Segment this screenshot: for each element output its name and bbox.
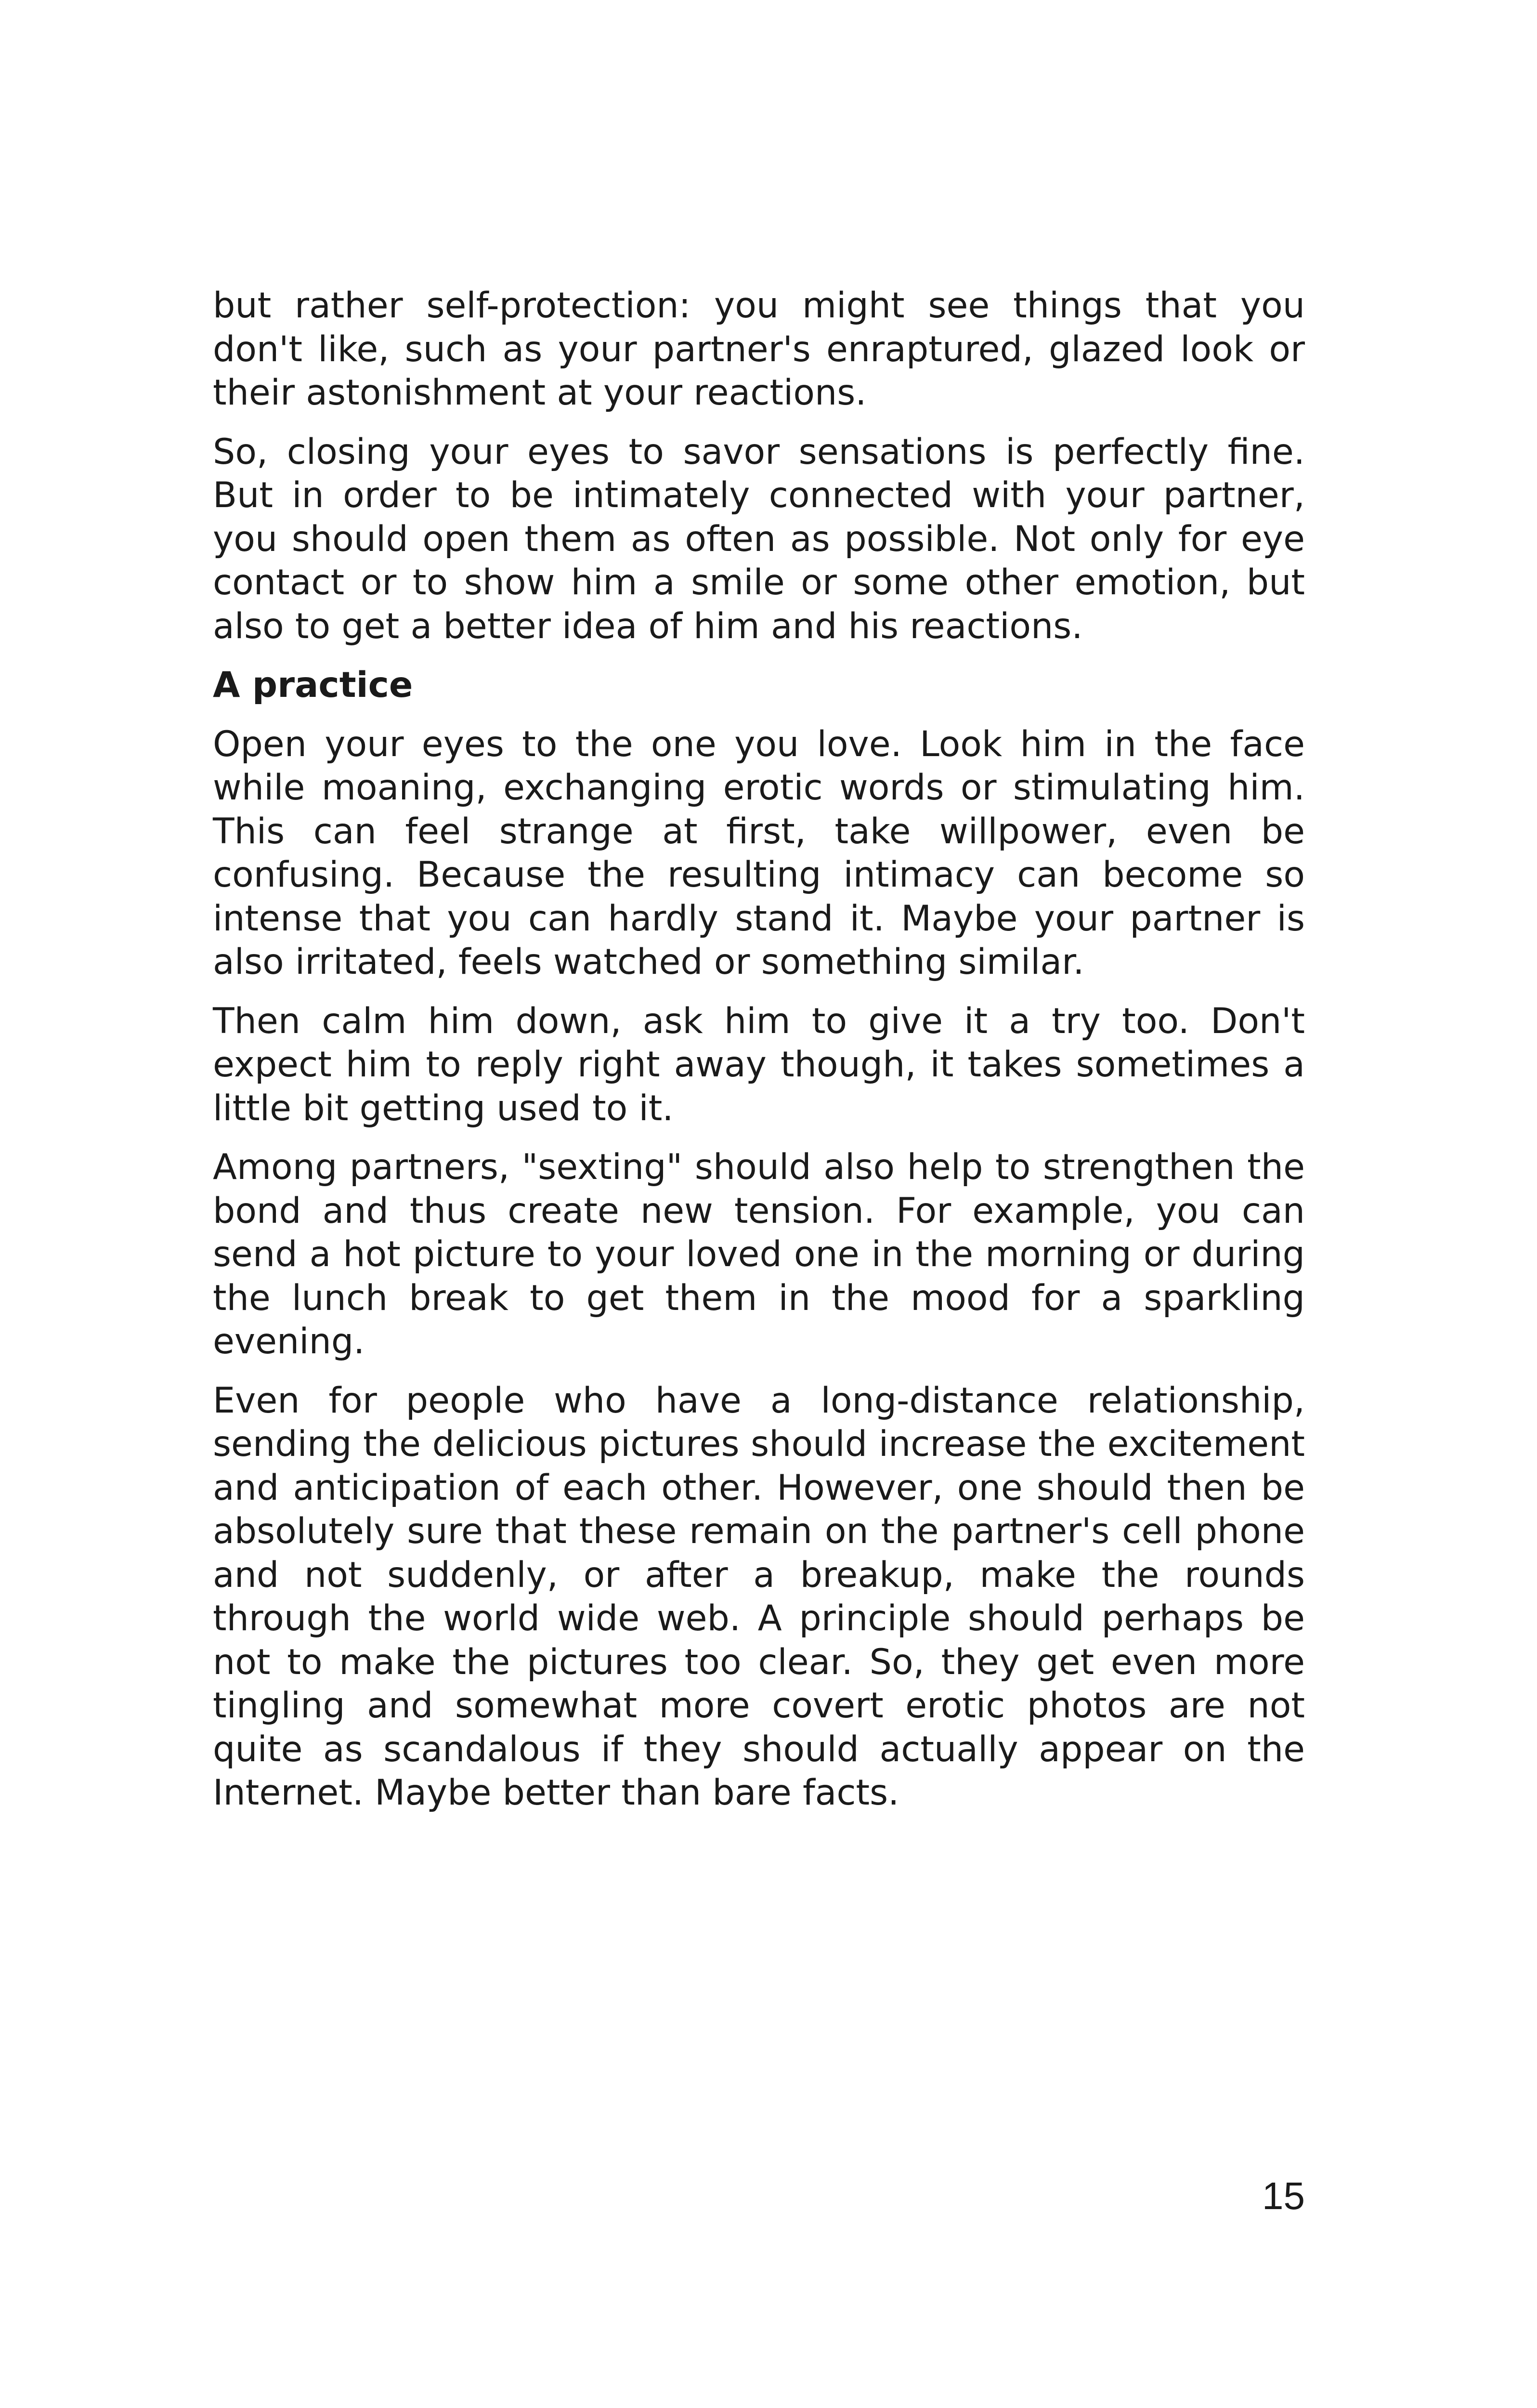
page-body: [213, 284, 1305, 1831]
paragraph-calm-him: Then calm him down, ask him to give it a try too. Don't expect him to reply right away though, it takes sometimes a little bit getting used to it.: [213, 1000, 1305, 1129]
page-number: 15: [1262, 2174, 1305, 2217]
paragraph-self-protection: but rather self-protection: you might see things that you don't like, such as your partner's enraptured, glazed look or their astonishment at your reactions.: [213, 285, 1305, 413]
paragraph-closing-eyes: So, closing your eyes to savor sensations is perfectly fine. But in order to be intimately connected with your partner, you should open them as often as possible. Not only for eye contact or to show him a smile or some other emotion, but also to get a better idea of him and his reactions.: [213, 431, 1305, 647]
paragraph-long-distance: Even for people who have a long-distance relationship, sending the delicious pictures should increase the excitement and anticipation of each other. However, one should then be absolutely sure that these remain on the partner's cell phone and not suddenly, or after a breakup, make the rounds through the world wide web. A principle should perhaps be not to make the pictures too clear. So, they get even more tingling and somewhat more covert erotic photos are not quite as scandalous if they should actually appear on the Internet. Maybe better than bare facts.: [213, 1380, 1305, 1813]
paragraph-sexting: Among partners, "sexting" should also help to strengthen the bond and thus create new tension. For example, you can send a hot picture to your loved one in the morning or during the lunch break to get them in the mood for a sparkling evening.: [213, 1147, 1305, 1362]
paragraph-open-eyes: Open your eyes to the one you love. Look him in the face while moaning, exchanging erotic words or stimulating him. This can feel strange at first, take willpower, even be confusing. Because the resulting intimacy can become so intense that you can hardly stand it. Maybe your partner is also irritated, feels watched or something similar.: [213, 723, 1305, 982]
section-heading: A practice: [213, 665, 413, 706]
